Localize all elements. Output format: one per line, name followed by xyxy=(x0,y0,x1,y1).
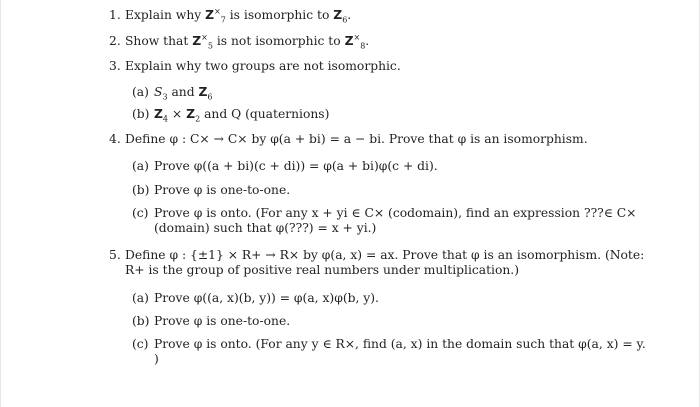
q5b-label: (b) xyxy=(132,314,150,328)
q5-number: 5. xyxy=(109,248,121,262)
q5-line2: R+ is the group of positive real numbers under multiplication.) xyxy=(125,263,520,277)
q3-text: Explain why two groups are not isomorphic. xyxy=(125,59,401,73)
q3b-label: (b) xyxy=(132,107,150,121)
q5-line1: Define φ : {±1} × R+ → R× by φ(a, x) = ax. Prove that φ is an isomorphism. (Note: xyxy=(125,248,645,262)
q2-group-a-sub: 5 xyxy=(207,41,213,51)
q3b-times: × xyxy=(168,107,187,121)
q5a-text: Prove φ((a, x)(b, y)) = φ(a, x)φ(b, y). xyxy=(154,291,379,305)
q3a-and: and xyxy=(167,85,199,99)
q4c-line2: (domain) such that φ(???) = x + yi.) xyxy=(154,221,377,235)
q3b-rest: and Q (quaternions) xyxy=(200,107,330,121)
q1-prefix: Explain why xyxy=(125,8,206,22)
q4c-line1: Prove φ is onto. (For any x + yi ∈ C× (codomain), find an expression ???∈ C× xyxy=(154,206,637,220)
q3b-z2-sub: 2 xyxy=(195,114,201,124)
q5a-label: (a) xyxy=(132,291,149,305)
q5c-line1: Prove φ is onto. (For any y ∈ R×, find (a, x) in the domain such that φ(a, x) = y. xyxy=(154,337,646,351)
q4-text: Define φ : C× → C× by φ(a + bi) = a − bi. Prove that φ is an isomorphism. xyxy=(125,132,588,146)
q3a-label: (a) xyxy=(132,85,149,99)
q1-text xyxy=(125,7,351,23)
q1-group-a: Z xyxy=(205,8,215,22)
q5b-text: Prove φ is one-to-one. xyxy=(154,314,291,328)
q2-group-b-sup: × xyxy=(353,32,361,42)
q2-mid: is not isomorphic to xyxy=(212,34,345,48)
q3a-z: Z xyxy=(198,85,208,99)
q1-number: 1. xyxy=(109,8,121,22)
q1-end: . xyxy=(347,8,352,22)
q3b-text xyxy=(154,106,329,122)
q1-group-a-sup: × xyxy=(214,6,221,16)
q3b-z1: Z xyxy=(154,107,163,121)
q3a-s: S xyxy=(154,85,163,99)
q2-end: . xyxy=(365,34,370,48)
q4a-label: (a) xyxy=(132,159,149,173)
q2-group-b-sub: 8 xyxy=(360,41,366,51)
q3b-z1-sub: 4 xyxy=(162,114,169,124)
q2-group-b: Z xyxy=(344,34,354,48)
q2-number: 2. xyxy=(109,34,121,48)
q5c-label: (c) xyxy=(132,337,149,351)
q2-group-a: Z xyxy=(192,34,202,48)
q1-group-a-sub: 7 xyxy=(220,15,226,25)
q4b-label: (b) xyxy=(132,183,150,197)
q3a-text xyxy=(154,84,213,100)
q2-group-a-sup: × xyxy=(201,32,208,42)
q3b-z2: Z xyxy=(186,107,196,121)
q4a-text: Prove φ((a + bi)(c + di)) = φ(a + bi)φ(c + di). xyxy=(154,159,438,173)
q3-number: 3. xyxy=(109,59,121,73)
q1-group-b-sub: 6 xyxy=(342,15,348,25)
q4-number: 4. xyxy=(109,132,121,146)
q4b-text: Prove φ is one-to-one. xyxy=(154,183,291,197)
q3a-s-sub: 3 xyxy=(162,92,168,102)
q5c-line2: ) xyxy=(154,352,159,366)
q4c-label: (c) xyxy=(132,206,149,220)
q1-group-b: Z xyxy=(333,8,343,22)
q1-mid: is isomorphic to xyxy=(225,8,334,22)
q3a-z-sub: 6 xyxy=(207,92,213,102)
q2-prefix: Show that xyxy=(125,34,193,48)
q2-text xyxy=(125,33,369,49)
